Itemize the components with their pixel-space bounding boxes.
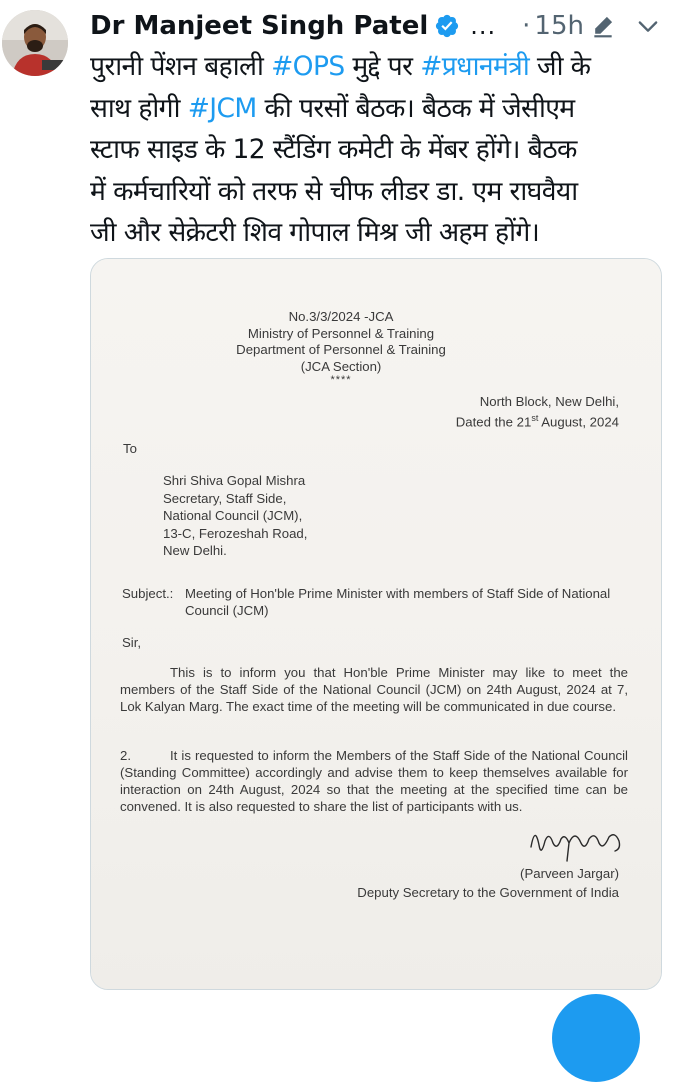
salutation: Sir, bbox=[122, 635, 142, 650]
date-suffix: August, 2024 bbox=[538, 414, 619, 430]
heading-stars: **** bbox=[330, 374, 352, 386]
to-label: To bbox=[123, 441, 137, 456]
hashtag-link[interactable]: #JCM bbox=[187, 92, 257, 124]
hashtag-link[interactable]: #प्रधानमंत्री bbox=[420, 51, 530, 82]
subject-label: Subject.: bbox=[122, 586, 174, 601]
document-place-date bbox=[456, 393, 619, 430]
chevron-down-icon[interactable] bbox=[634, 12, 662, 40]
signatory-name: (Parveen Jargar) bbox=[520, 866, 619, 881]
hashtag-link[interactable]: #OPS bbox=[271, 51, 345, 82]
tweet-text-segment: मुद्दे पर bbox=[344, 51, 421, 82]
tweet-line bbox=[90, 88, 682, 130]
tweet-text-segment: पुरानी पेंशन बहाली bbox=[90, 51, 272, 82]
name-ellipsis: ... bbox=[470, 12, 497, 40]
tweet-text-segment: साथ होगी bbox=[90, 92, 188, 124]
ministry-name: Ministry of Personnel & Training bbox=[247, 325, 435, 341]
verified-badge-icon bbox=[434, 13, 460, 39]
document-heading bbox=[211, 309, 471, 385]
tweet-line bbox=[90, 129, 682, 171]
edit-pencil-icon[interactable] bbox=[590, 13, 616, 39]
document-place: North Block, New Delhi, bbox=[479, 394, 619, 409]
attached-image[interactable] bbox=[90, 258, 662, 990]
compose-button[interactable] bbox=[552, 994, 640, 1082]
address-line: National Council (JCM), bbox=[163, 508, 303, 523]
paragraph-2 bbox=[120, 747, 628, 815]
signatory-designation: Deputy Secretary to the Government of India bbox=[357, 885, 619, 900]
tweet-line bbox=[90, 171, 682, 213]
tweet-text-segment: स्टाफ साइड के 12 स्टैंडिंग कमेटी के मेंबर होंगे। बैठक bbox=[90, 134, 577, 165]
paragraph-1 bbox=[120, 664, 628, 715]
section-name: (JCA Section) bbox=[300, 358, 382, 374]
tweet-text-segment: जी और सेक्रेटरी शिव गोपाल मिश्र जी अहम होंगे। bbox=[90, 217, 540, 248]
address-line: 13-C, Ferozeshah Road, bbox=[163, 525, 308, 541]
paragraph-1-text: This is to inform you that Hon'ble Prime Minister may like to meet the members of the Staff Side of the National Council (JCM) on 24th August, 2024 at 7, Lok Kalyan Marg. The exact time of the meeting will be communicated in due course. bbox=[120, 665, 628, 714]
tweet-text-segment: जी के bbox=[529, 51, 591, 82]
department-name: Department of Personnel & Training bbox=[236, 342, 446, 357]
tweet-timestamp[interactable]: 15h bbox=[534, 11, 584, 41]
tweet-line bbox=[90, 46, 682, 88]
subject-text: Meeting of Hon'ble Prime Minister with members of Staff Side of National Council (JCM) bbox=[185, 586, 611, 618]
author-avatar[interactable] bbox=[2, 10, 68, 76]
date-ordinal: st bbox=[531, 413, 539, 423]
paragraph-2-text: It is requested to inform the Members of the Staff Side of the National Council (Standing Committee) accordingly and advise them to keep themselves available for interaction on 24th August, 2024 so that the meeting at the specified time can be convened. It is also requested to share the list of participants with us. bbox=[120, 748, 628, 814]
author-name[interactable]: Dr Manjeet Singh Patel bbox=[90, 11, 429, 41]
document-date bbox=[456, 410, 619, 430]
tweet-header bbox=[90, 8, 680, 44]
handwritten-signature bbox=[523, 817, 633, 867]
tweet-text-segment: में कर्मचारियों को तरफ से चीफ लीडर डा. एम राघवैया bbox=[90, 175, 578, 207]
recipient-address bbox=[163, 472, 307, 560]
address-line: New Delhi. bbox=[163, 543, 227, 558]
separator-dot: · bbox=[522, 11, 531, 41]
tweet-text bbox=[90, 46, 682, 254]
address-line: Shri Shiva Gopal Mishra bbox=[163, 473, 306, 488]
paragraph-number: 2. bbox=[120, 748, 131, 763]
date-prefix: Dated the 21 bbox=[455, 414, 532, 430]
office-memo-document bbox=[91, 259, 661, 989]
tweet-line bbox=[90, 212, 682, 254]
tweet-text-segment: की परसों बैठक। बैठक में जेसीएम bbox=[256, 92, 575, 124]
address-line: Secretary, Staff Side, bbox=[163, 490, 287, 506]
document-ref-number: No.3/3/2024 -JCA bbox=[288, 309, 394, 324]
